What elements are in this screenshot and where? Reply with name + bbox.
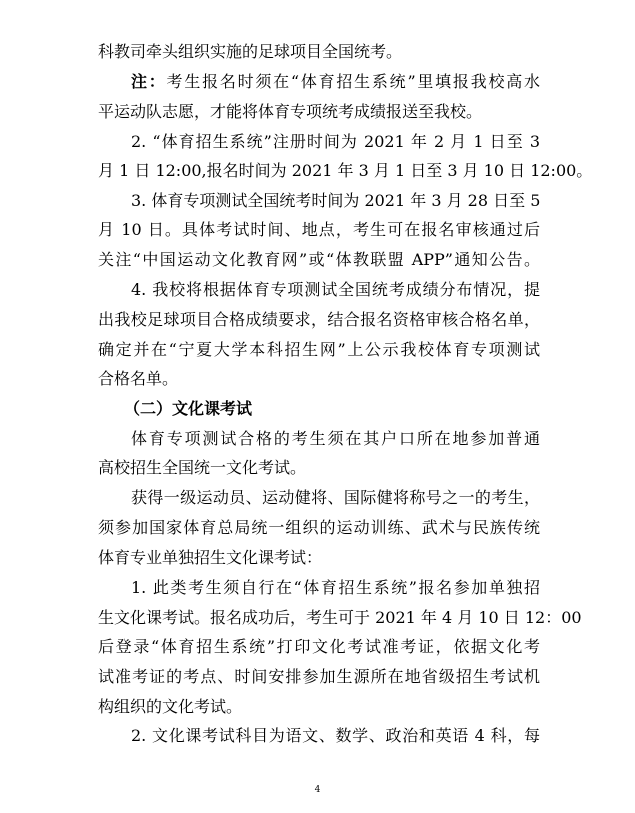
text-line: 体育专业单独招生文化课考试：: [98, 548, 323, 567]
text-line: 出我校足球项目合格成绩要求，结合报名资格审核合格名单，: [98, 310, 540, 329]
text-line: 平运动队志愿，才能将体育专项统考成绩报送至我校。: [98, 102, 483, 121]
text-line: 2. “体育招生系统”注册时间为 2021 年 2 月 1 日至 3: [131, 132, 540, 151]
section-heading: （二）文化课考试: [124, 399, 253, 418]
text-line: 确定并在“宁夏大学本科招生网”上公示我校体育专项测试: [98, 340, 540, 359]
text-line: 1. 此类考生须自行在“体育招生系统”报名参加单独招: [131, 578, 540, 597]
text-line: 2. 文化课考试科目为语文、数学、政治和英语 4 科，每: [131, 726, 540, 745]
text-line: 须参加国家体育总局统一组织的运动训练、武术与民族传统: [98, 518, 540, 537]
text-line: 获得一级运动员、运动健将、国际健将称号之一的考生，: [131, 488, 540, 507]
page-number: 4: [314, 785, 321, 795]
text-line: 3. 体育专项测试全国统考时间为 2021 年 3 月 28 日至 5: [131, 191, 541, 210]
text-line: 构组织的文化考试。: [98, 697, 243, 716]
text-line: 后登录“体育招生系统”打印文化考试准考证，依据文化考: [98, 637, 540, 656]
text-line: 高校招生全国统一文化考试。: [98, 458, 307, 477]
text-line: 科教司牵头组织实施的足球项目全国统考。: [98, 42, 403, 61]
text-line: 生文化课考试。报名成功后，考生可于 2021 年 4 月 10 日 12：00: [98, 608, 582, 627]
note-label: 注：: [131, 72, 167, 91]
text-line: 体育专项测试合格的考生须在其户口所在地参加普通: [131, 429, 540, 448]
text-line: 月 10 日。具体考试时间、地点，考生可在报名审核通过后: [98, 220, 540, 239]
text-line: 关注“中国运动文化教育网”或“体教联盟 APP”通知公告。: [98, 250, 540, 269]
note-text: 考生报名时须在“体育招生系统”里填报我校高水: [166, 72, 540, 91]
text-line: 月 1 日 12:00,报名时间为 2021 年 3 月 1 日至 3 月 10 日 12:00。: [98, 161, 593, 180]
text-line: 4. 我校将根据体育专项测试全国统考成绩分布情况，提: [131, 280, 540, 299]
text-line: 合格名单。: [98, 369, 179, 388]
note-line: [131, 72, 540, 92]
text-line: 试准考证的考点、时间安排参加生源所在地省级招生考试机: [98, 667, 540, 686]
